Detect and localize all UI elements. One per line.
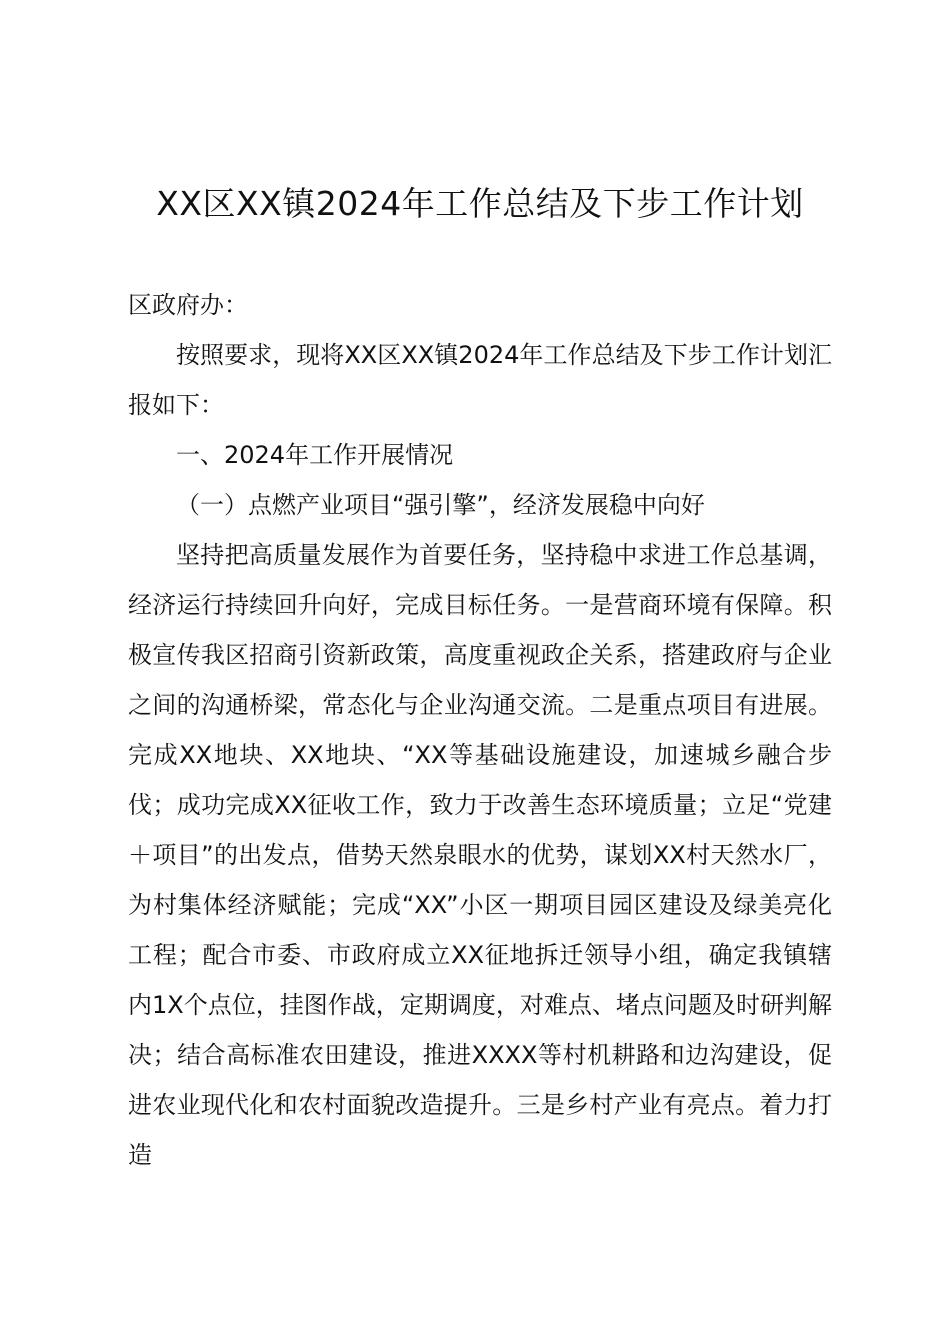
intro-paragraph: 按照要求，现将XX区XX镇2024年工作总结及下步工作计划汇报如下： [128, 341, 832, 419]
subsection-heading: （一）点燃产业项目“强引擎”，经济发展稳中向好 [176, 491, 705, 519]
addressee: 区政府办： [128, 291, 248, 319]
section-heading: 一、2024年工作开展情况 [176, 441, 454, 469]
document-body [128, 280, 832, 1180]
body-paragraph: 坚持把高质量发展作为首要任务，坚持稳中求进工作总基调，经济运行持续回升向好，完成目标任务。一是营商环境有保障。积极宣传我区招商引资新政策，高度重视政企关系，搭建政府与企业之间的沟通桥梁，常态化与企业沟通交流。二是重点项目有进展。完成XX地块、XX地块、“XX等基础设施建设，加速城乡融合步伐；成功完成XX征收工作，致力于改善生态环境质量；立足“党建＋项目”的出发点，借势天然泉眼水的优势，谋划XX村天然水厂，为村集体经济赋能；完成“XX”小区一期项目园区建设及绿美亮化工程；配合市委、市政府成立XX征地拆迁领导小组，确定我镇辖内1X个点位，挂图作战，定期调度，对难点、堵点问题及时研判解决；结合高标准农田建设，推进XXXX等村机耕路和边沟建设，促进农业现代化和农村面貌改造提升。三是乡村产业有亮点。着力打造 [128, 541, 832, 1169]
document-title: XX区XX镇2024年工作总结及下步工作计划 [156, 184, 804, 223]
